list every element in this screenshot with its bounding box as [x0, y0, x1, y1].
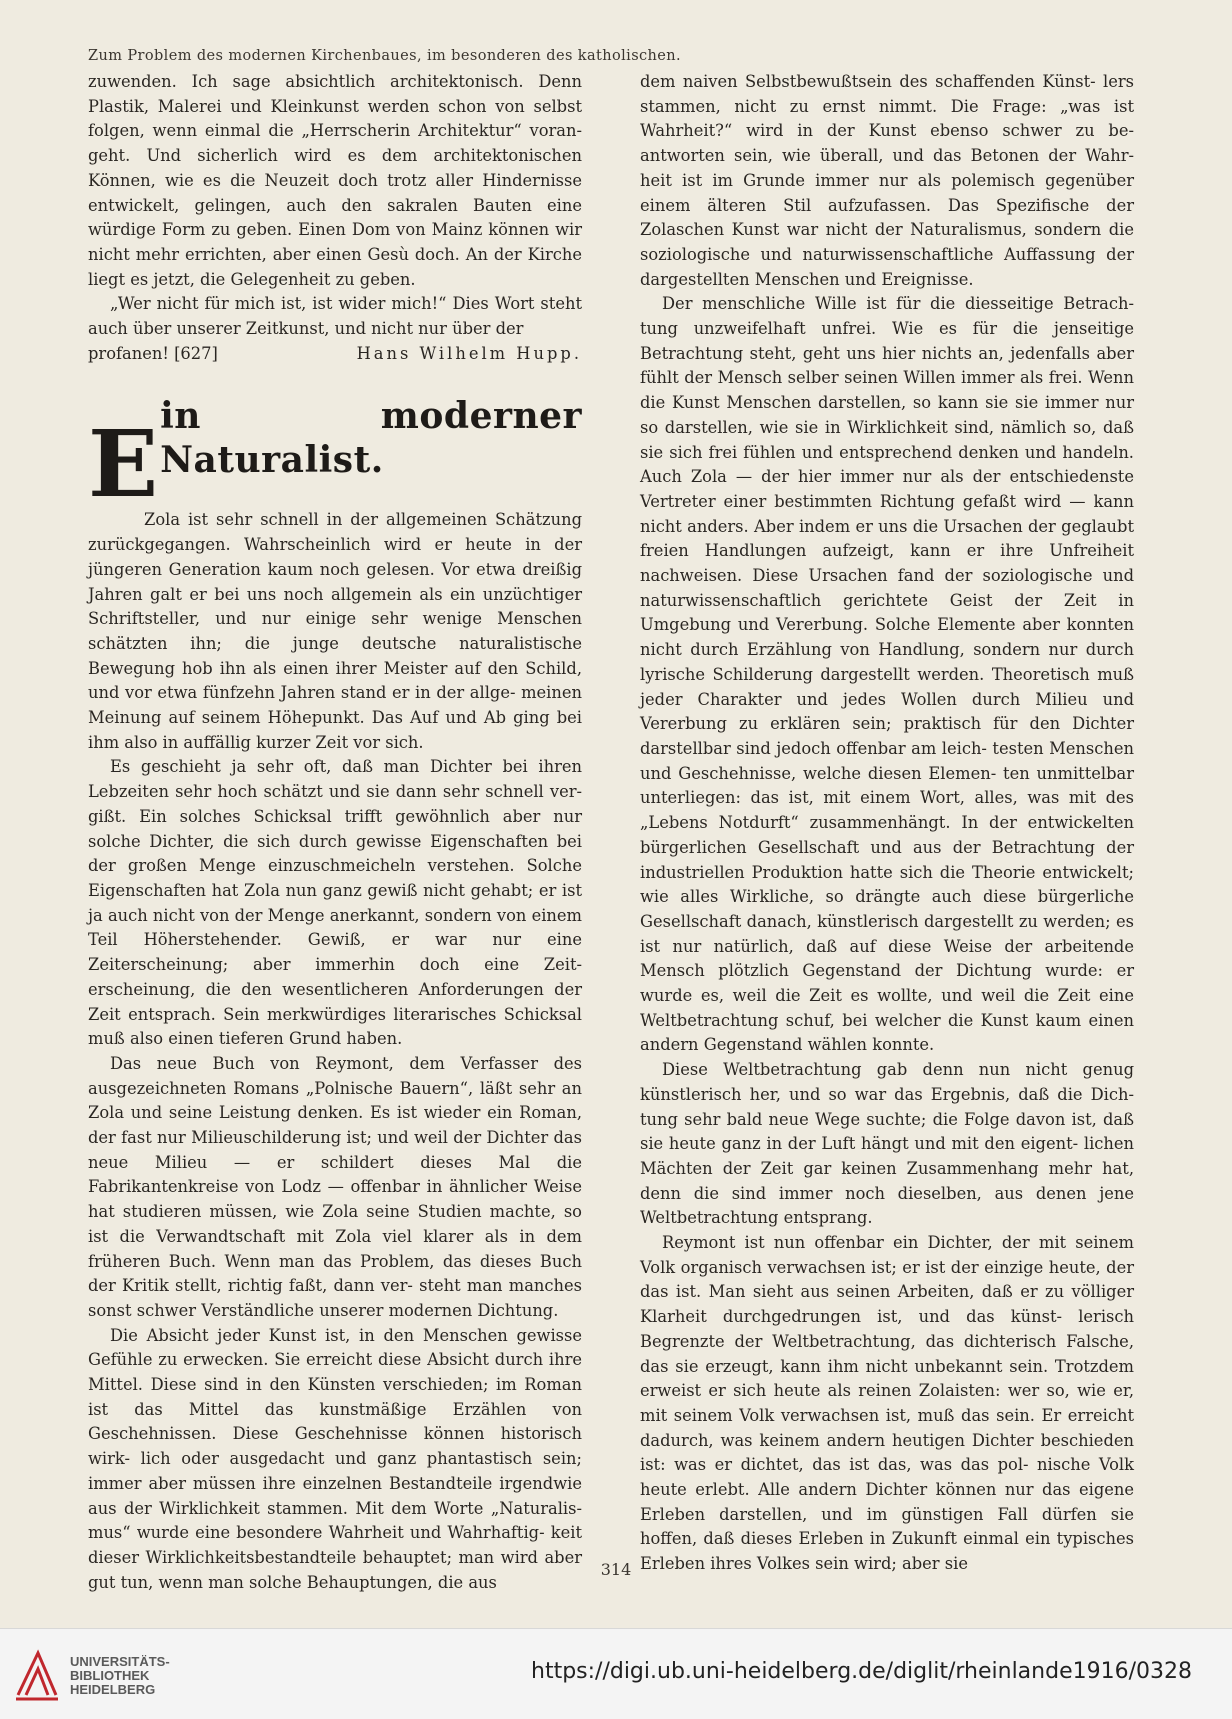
- right-paragraph-3: Diese Weltbetrachtung gab denn nun nicht genug künstlerisch her, und so war das Ergebnis, daß die Dich- tung sehr bald neue Wege suchte; die Folge davon ist, daß sie heute ganz in der Luft hängt und mit den eigent- lichen Mächten der Zeit gar keinen Zusammenhang mehr hat, denn die sind immer noch dieselben, aus denen jene Weltbetrachtung entsprang.: [640, 1060, 1134, 1228]
- author-signature: Hans Wilhelm Hupp.: [356, 343, 582, 363]
- running-header: Zum Problem des modernen Kirchenbaues, im besonderen des katholischen.: [88, 48, 682, 64]
- left-paragraph-5: Das neue Buch von Reymont, dem Verfasser des ausgezeichneten Romans „Polnische Bauern“, läßt sehr an Zola und seine Leistung denken. Es ist wieder ein Roman, der fast nur Milieuschilderung ist; und weil der Dichter das neue Milieu — er schildert dieses Mal die Fabrikantenkreise von Lodz — offenbar in ähnlicher Weise hat studieren müssen, wie Zola seine Studien machte, so ist die Verwandtschaft mit Zola viel klarer als in dem früheren Buch. Wenn man das Problem, das dieses Buch der Kritik stellt, richtig faßt, dann ver- steht man manches sonst schwer Verständliche unserer modernen Dichtung.: [88, 1053, 582, 1320]
- closing-text: profanen! [627]: [88, 343, 218, 363]
- left-paragraph-6: Die Absicht jeder Kunst ist, in den Menschen gewisse Gefühle zu erwecken. Sie erreicht diese Absicht durch ihre Mittel. Diese sind in den Künsten verschieden; im Roman ist das Mittel das kunstmäßige Erzählen von Geschehnissen. Diese Geschehnisse können historisch wirk- lich oder ausgedacht und ganz phantastisch sein; immer aber müssen ihre einzelnen Bestandteile irgendwie aus der Wirklichkeit stammen. Mit dem Worte „Naturalis- mus“ wurde eine besondere Wahrheit und Wahrhaftig- keit dieser Wirklichkeitsbestandteile behauptet; man wird aber gut tun, wenn man solche Behauptungen, die aus: [88, 1325, 582, 1592]
- article-title: [88, 394, 582, 519]
- right-column: [640, 70, 1134, 1577]
- page-number: 314: [600, 1560, 632, 1579]
- right-paragraph-2: Der menschliche Wille ist für die diesseitige Betrach- tung unzweifelhaft unfrei. Wie es für die jenseitige Betrachtung steht, geht uns hier nichts an, jedenfalls aber fühlt der Mensch selber seinen Willen immer als frei. Wenn die Kunst Menschen darstellen, so kann sie sie immer nur so darstellen, wie sie in Wirklichkeit sind, nämlich so, daß sie sich frei fühlen und entsprechend denken und handeln. Auch Zola — der hier immer nur als der entschiedenste Vertreter einer bestimmten Richtung gefaßt wird — kann nicht anders. Aber indem er uns die Ursachen der geglaubt freien Handlungen aufzeigt, kann er ihre Unfreiheit nachweisen. Diese Ursachen fand der soziologische und naturwissenschaftlich gerichtete Geist der Zeit in Umgebung und Vererbung. Solche Elemente aber konnten nicht durch Erzählung von Handlung, sondern nur durch lyrische Schilderung dargestellt werden. Theoretisch muß jeder Charakter und jedes Wollen durch Milieu und Vererbung zu erklären sein; praktisch für den Dichter darstellbar sind jedoch offenbar am leich- testen Menschen und Geschehnisse, welche diesen Elemen- ten unmittelbar unterliegen: das ist, mit einem Wort, alles, was mit des „Lebens Notdurft“ zusammenhängt. In der entwickelten bürgerlichen Gesellschaft und aus der Betrachtung der industriellen Produktion hatte sich die Theorie entwickelt; wie alles Wirkliche, so drängte auch diese bürgerliche Gesellschaft danach, künstlerisch dargestellt zu werden; es ist nur natürlich, daß auf diese Weise der arbeitende Mensch plötzlich Gegenstand der Dichtung wurde: er wurde es, weil die Zeit es wollte, und weil die Zeit eine Weltbetrachtung schuf, bei welcher die Kunst kaum einen andern Gegenstand wählen konnte.: [640, 294, 1134, 1055]
- university-logo-icon[interactable]: [14, 1645, 60, 1703]
- title-text: in moderner Naturalist.: [160, 395, 582, 482]
- institution-name: UNIVERSITÄTS- BIBLIOTHEK HEIDELBERG: [70, 1654, 170, 1697]
- viewer-footer: [0, 1628, 1232, 1719]
- left-column: [88, 70, 582, 1595]
- title-drop-cap: E: [88, 410, 159, 519]
- left-paragraph-2: „Wer nicht für mich ist, ist wider mich!“ Dies Wort steht auch über unserer Zeitkunst, und nicht nur über der: [88, 294, 582, 339]
- right-paragraph-1: dem naiven Selbstbewußtsein des schaffenden Künst- lers stammen, nicht zu ernst nimmt. Die Frage: „was ist Wahrheit?“ wird in der Kunst ebenso schwer zu be- antworten sein, wie überall, und das Betonen der Wahr- heit ist im Grunde immer nur als polemisch gegenüber einem älteren Stil aufzufassen. Das Spezifische der Zolaschen Kunst war nicht der Naturalismus, sondern die soziologische und naturwissenschaftliche Auffassung der dargestellten Menschen und Ereignisse.: [640, 72, 1134, 289]
- left-paragraph-4: Es geschieht ja sehr oft, daß man Dichter bei ihren Lebzeiten sehr hoch schätzt und sie dann sehr schnell ver- gißt. Ein solches Schicksal trifft gewöhnlich aber nur solche Dichter, die sich durch gewisse Eigenschaften bei der großen Menge einzuschmeicheln verstehen. Solche Eigenschaften hat Zola nun ganz gewiß nicht gehabt; er ist ja auch nicht von der Menge anerkannt, sondern von einem Teil Höherstehender. Gewiß, er war nur eine Zeiterscheinung; aber immerhin doch eine Zeit- erscheinung, die den wesentlicheren Anforderungen der Zeit entsprach. Sein merkwürdiges literarisches Schicksal muß also einen tieferen Grund haben.: [88, 757, 582, 1049]
- left-paragraph-1: zuwenden. Ich sage absichtlich architektonisch. Denn Plastik, Malerei und Kleinkunst werden schon von selbst folgen, wenn einmal die „Herrscherin Architektur“ voran- geht. Und sicherlich wird es dem architektonischen Können, wie es die Neuzeit doch trotz aller Hindernisse entwickelt, gelingen, auch den sakralen Bauten eine würdige Form zu geben. Einen Dom von Mainz können wir nicht mehr errichten, aber einen Gesù doch. An der Kirche liegt es jetzt, die Gelegenheit zu geben.: [88, 72, 582, 289]
- document-url-link[interactable]: https://digi.ub.uni-heidelberg.de/diglit/rheinlande1916/0328: [531, 1659, 1192, 1684]
- left-paragraph-3: Zola ist sehr schnell in der allgemeinen Schätzung zurückgegangen. Wahrscheinlich wird er heute in der jüngeren Generation kaum noch gelesen. Vor etwa dreißig Jahren galt er bei uns noch allgemein als ein unzüchtiger Schriftsteller, und nur einige sehr wenige Menschen schätzten ihn; die junge deutsche naturalistische Bewegung hob ihn als einen ihrer Meister auf den Schild, und vor etwa fünfzehn Jahren stand er in der allge- meinen Meinung auf seinem Höhepunkt. Das Auf und Ab ging bei ihm also in auffällig kurzer Zeit vor sich.: [88, 510, 582, 752]
- right-paragraph-4: Reymont ist nun offenbar ein Dichter, der mit seinem Volk organisch verwachsen ist; er ist der einzige heute, der das ist. Man sieht aus seinen Arbeiten, daß er zu völliger Klarheit durchgedrungen ist, und das künst- lerisch Begrenzte der Weltbetrachtung, das dichterisch Falsche, das sie erzeugt, kann ihm nicht unbekannt sein. Trotzdem erweist er sich heute als reinen Zolaisten: wer so, wie er, mit seinem Volk verwachsen ist, muß das sein. Er erreicht dadurch, was keinem andern heutigen Dichter beschieden ist: was er dichtet, das ist das, was das pol- nische Volk heute erlebt. Alle andern Dichter können nur das eigene Erleben darstellen, und im günstigen Fall dürfen sie hoffen, daß dieses Erleben in Zukunft einmal ein typisches Erleben ihres Volkes sein wird; aber sie: [640, 1233, 1134, 1574]
- signature-line: [88, 342, 582, 367]
